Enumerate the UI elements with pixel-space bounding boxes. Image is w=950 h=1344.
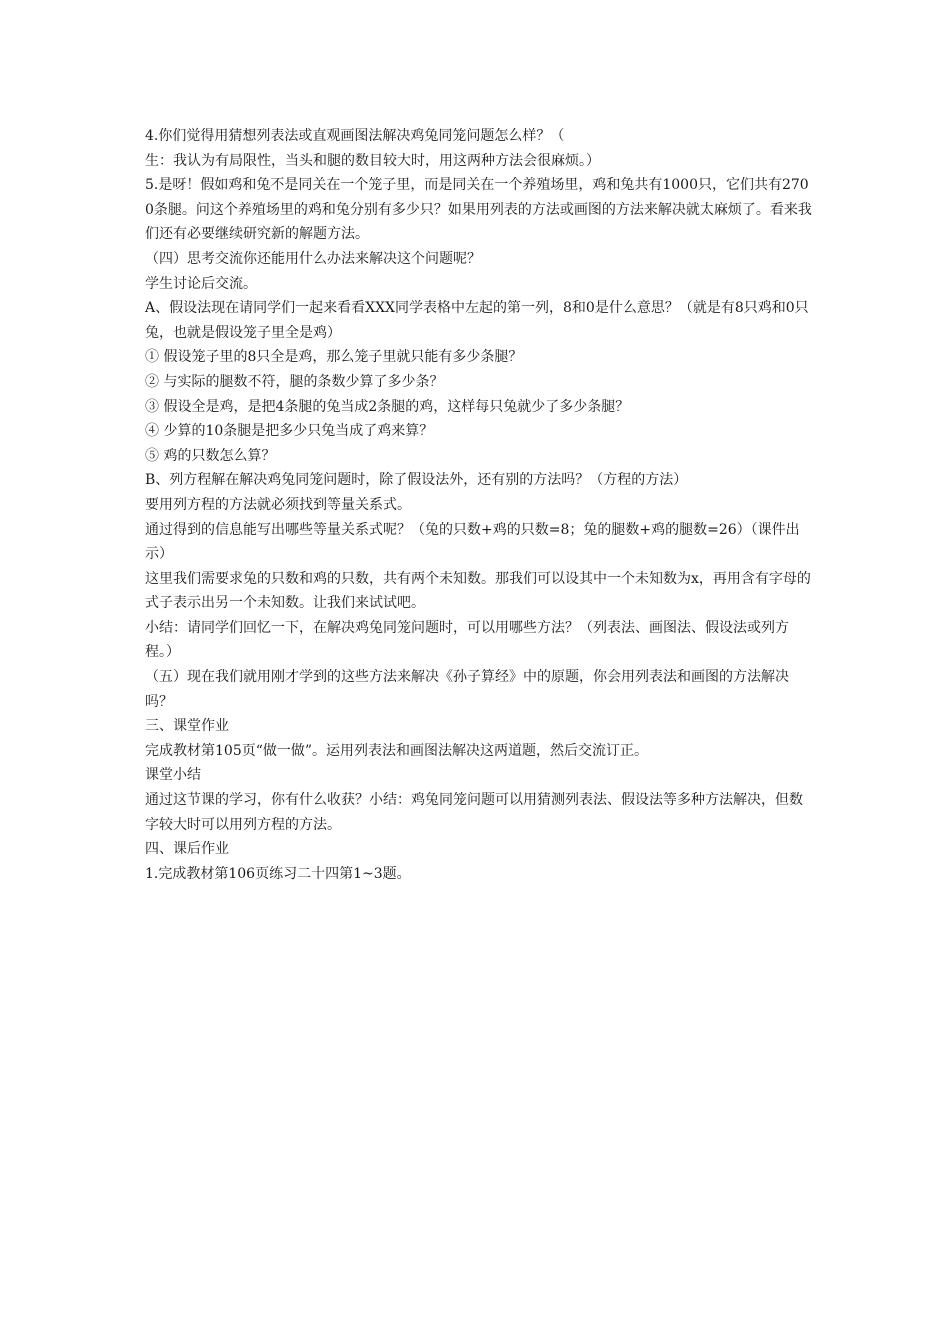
paragraph: 要用列方程的方法就必须找到等量关系式。: [145, 496, 411, 513]
list-item: ③ 假设全是鸡，是把4条腿的兔当成2条腿的鸡，这样每只兔就少了多少条腿？: [145, 398, 630, 415]
section-heading: 三、课堂作业: [145, 718, 229, 735]
paragraph: 这里我们需要求兔的只数和鸡的只数，共有两个未知数。那我们可以设其中一个未知数为x，再用含有字母的式子表示出另一个未知数。让我们来试试吧。: [145, 570, 811, 612]
paragraph: A、假设法现在请同学们一起来看看XXX同学表格中左起的第一列，8和0是什么意思？（就是有8只鸡和0只兔，也就是假设笼子里全是鸡）: [145, 300, 809, 341]
section-heading: （四）思考交流你还能用什么办法来解决这个问题呢？: [145, 250, 481, 267]
paragraph: 生：我认为有局限性，当头和腿的数目较大时，用这两种方法会很麻烦。）: [145, 152, 600, 169]
section-heading: 四、课后作业: [145, 841, 229, 858]
paragraph: 小结：请同学们回忆一下，在解决鸡兔同笼问题时，可以用哪些方法？（列表法、画图法、假设法或列方程。）: [145, 619, 789, 661]
paragraph: （五）现在我们就用刚才学到的这些方法来解决《孙子算经》中的原题，你会用列表法和画图的方法解决吗？: [145, 669, 789, 710]
section-heading: 课堂小结: [145, 767, 201, 784]
paragraph: 1.完成教材第106页练习二十四第1~3题。: [145, 865, 411, 882]
paragraph: 完成教材第105页“做一做”。运用列表法和画图法解决这两道题，然后交流订正。: [145, 742, 649, 759]
paragraph: 通过这节课的学习，你有什么收获？小结：鸡兔同笼问题可以用猜测列表法、假设法等多种方法解决，但数字较大时可以用列方程的方法。: [145, 792, 803, 833]
list-item: ① 假设笼子里的8只全是鸡，那么笼子里就只能有多少条腿？: [145, 349, 523, 366]
paragraph: 通过得到的信息能写出哪些等量关系式呢？（兔的只数+鸡的只数=8；兔的腿数+鸡的腿数=26）（课件出示）: [145, 521, 800, 563]
list-item: ⑤ 鸡的只数怎么算？: [145, 447, 276, 464]
document-body: [145, 124, 813, 886]
list-item: ② 与实际的腿数不符，腿的条数少算了多少条？: [145, 373, 444, 390]
paragraph: 4.你们觉得用猜想列表法或直观画图法解决鸡兔同笼问题怎么样？（: [145, 128, 565, 144]
paragraph: B、列方程解在解决鸡兔同笼问题时，除了假设法外，还有别的方法吗？（方程的方法）: [145, 472, 688, 489]
paragraph: 学生讨论后交流。: [145, 275, 257, 292]
list-item: ④ 少算的10条腿是把多少只兔当成了鸡来算？: [145, 423, 434, 440]
paragraph: 5.是呀！假如鸡和兔不是同关在一个笼子里，而是同关在一个养殖场里，鸡和兔共有1000只，它们共有2700条腿。问这个养殖场里的鸡和兔分别有多少只？如果用列表的方法或画图的方法来解决就太麻烦了。看来我们还有必要继续研究新的解题方法。: [145, 177, 812, 243]
